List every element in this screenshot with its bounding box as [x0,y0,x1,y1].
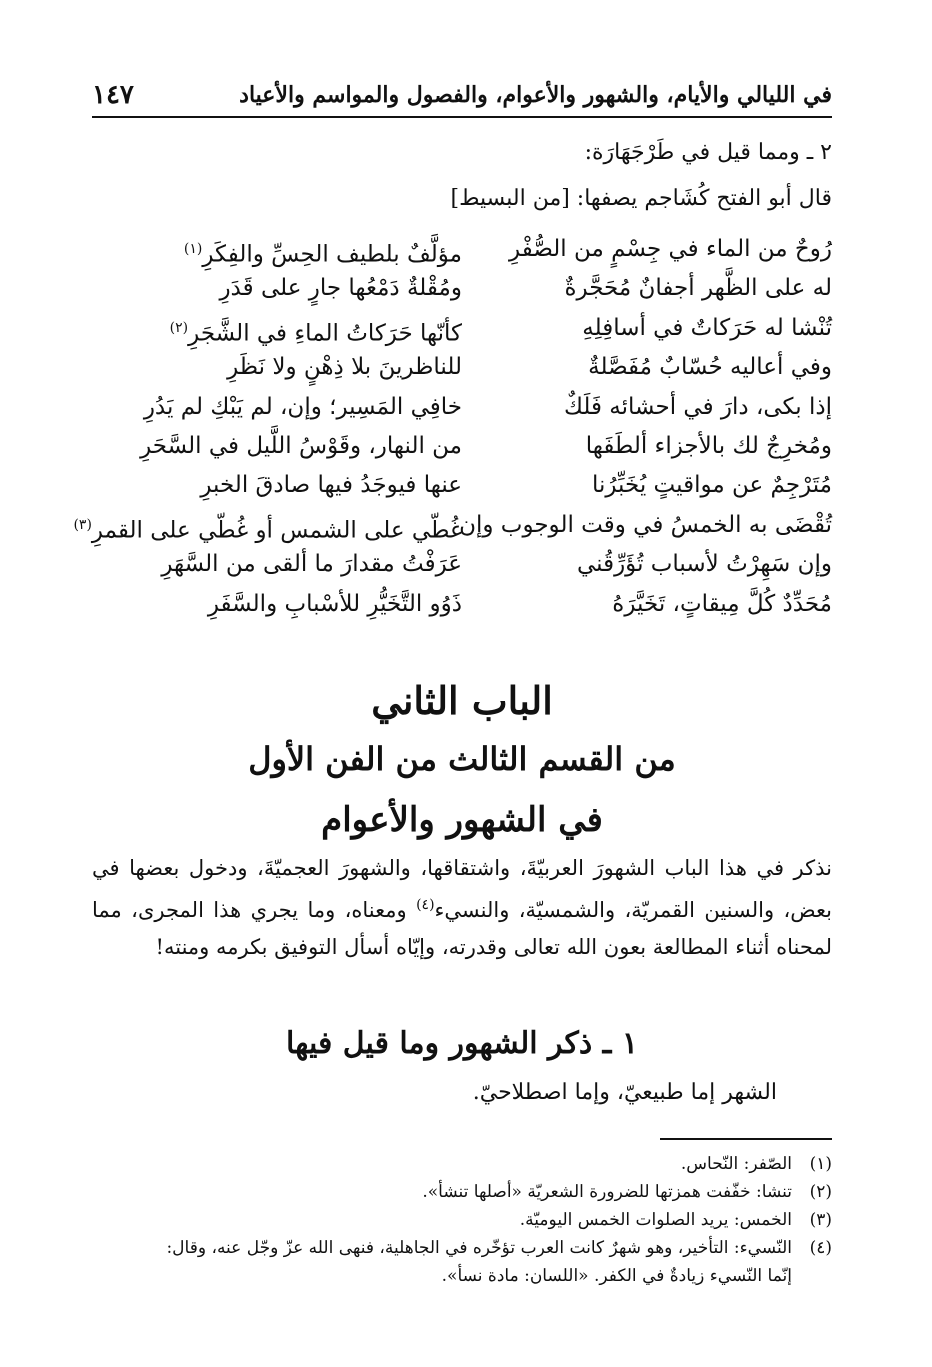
page-number: ١٤٧ [92,80,134,110]
verse-second-text: عنها فيوجَدُ فيها صادقَ الخبرِ [200,472,462,499]
intro-item: ٢ ـ ومما قيل في طَرْجَهَارَة: [584,140,832,165]
footnote-text: النّسيء: التأخير، وهو شهرٌ كانت العرب تؤخّره في الجاهلية، فنهى الله عزّ وجّل عنه، وقال: [166,1238,792,1258]
verse-second-hemistich [92,309,462,353]
verse-first-hemistich: ومُخرِجٌ لك بالأجزاء ألطَفَها [585,432,832,459]
chapter-title: الباب الثاني [371,678,553,723]
verse-first-hemistich: وإن سَهِرْتُ لأسباب تُؤَرِّقُني [576,551,832,578]
section-first-line: الشهر إما طبيعيّ، وإما اصطلاحيّ. [472,1080,777,1105]
verse-second-hemistich [92,585,462,623]
verse-second-text: ومُقْلةٌ دَمْعُها جارٍ على قَدَرِ [219,275,462,302]
footnote-ref: (٢) [169,319,189,336]
verse-second-hemistich [92,269,462,307]
footnote-divider [660,1138,832,1140]
footnote-number: (٢) [809,1182,832,1202]
poem-verse [92,269,832,308]
poem-verse [73,506,832,545]
verse-second-hemistich [92,348,462,386]
footnote [92,1150,832,1178]
poem-verse [92,348,832,387]
intro-paragraph [92,850,832,966]
verse-first-hemistich: وفي أعاليه حُسّابٌ مُفَصَّلةٌ [588,354,832,381]
verse-first-hemistich: إذا بكى، دارَ في أحشائه فَلَكٌ [563,393,832,420]
poem-verse [92,585,832,624]
verse-first-hemistich: تُنْشا له حَرَكاتٌ في أسافِلِهِ [582,314,832,341]
footnote-text: الصّفر: النّحاس. [680,1154,792,1174]
verse-first-hemistich: تُقْضَى به الخمسُ في وقت الوجوب وإن [459,511,832,538]
chapter-subtitle: من القسم الثالث من الفن الأول [248,740,676,778]
footnote-ref: (١) [183,241,203,257]
paragraph-text-a: نذكر في هذا الباب الشهورَ العربيّةَ، واشتقاقها، والشهورَ العجميّةَ، ودخول بعضها في بعض، والسنين القمريّة، والشمسيّة، والنسيء [92,856,832,922]
verse-second-hemistich [92,545,462,583]
footnote-text: الخمس: يريد الصلوات الخمس اليوميّة. [519,1210,792,1230]
verse-second-hemistich [92,427,462,465]
verse-second-text: من النهار، وقَوْسُ اللَّيل في السَّحَرِ [140,432,462,459]
verse-second-text: ذَوُو التَّخَيُّرِ للأسْبابِ والسَّفَرِ [207,590,462,617]
verse-first-hemistich: مُتَرْجِمٌ عن مواقيتٍ يُخَبِّرُنا [591,472,832,499]
footnotes [92,1150,832,1290]
verse-second-text: خافِي المَسِير؛ وإن، لم يَبْكِ لم يَدُرِ [143,393,462,420]
verse-second-hemistich [73,506,462,550]
running-header [92,76,832,118]
poem-verse [92,309,832,348]
footnote-number: (١) [809,1154,832,1174]
footnote [92,1206,832,1234]
verse-second-text: للناظرينَ بلا ذِهْنٍ ولا نَظَرِ [227,354,462,381]
footnote [92,1178,832,1206]
verse-first-hemistich: رُوحٌ من الماء في جِسْمٍ من الصُّفْرِ [509,236,832,262]
verse-second-hemistich [92,230,462,274]
footnote-text: تنشا: خفّفت همزتها للضرورة الشعريّة «أصلها تنشأ». [422,1182,792,1202]
poem-verse [92,388,832,427]
section-title: ١ ـ ذكر الشهور وما قيل فيها [286,1026,638,1061]
verse-second-text: غُطّي على الشمس أو غُطّي على القمرِ [91,517,462,544]
paragraph-text-b: ومعناه، وما يجري هذا المجرى، مما لمحناه أثناء المطالعة بعون الله تعالى وقدرته، وإيّاه أسأل التوفيق بكرمه ومنته! [92,898,832,959]
poem-verse [92,230,832,269]
footnote-number: (٤) [809,1238,832,1258]
chapter-topic: في الشهور والأعوام [321,800,603,840]
poem-verse [92,427,832,466]
verse-second-text: كأنّها حَرَكاتُ الماءِ في الشَّجَرِ [188,320,462,347]
verse-first-hemistich: مُحَدِّدٌ كُلَّ مِيقاتٍ، تَخَيَّرَهُ [612,590,832,617]
verse-second-hemistich [92,466,462,504]
verse-first-hemistich: له على الظَّهر أجفانٌ مُحَجَّرةٌ [564,275,832,302]
footnote-ref: (٣) [73,516,92,533]
verse-second-text: مؤلَّفٌ بلطيف الحِسِّ والفِكَرِ [202,241,462,268]
footnote-ref-4: (٤) [416,897,435,913]
footnote-continuation: إنّما النّسيء زيادةٌ في الكفر. «اللسان: مادة نسأ». [441,1266,792,1286]
verse-second-text: عَرَفْتُ مقدارَ ما ألقى من السَّهَرِ [161,551,462,578]
poem [73,230,832,624]
poem-verse [92,466,832,505]
poem-verse [92,545,832,584]
header-title: في الليالي والأيام، والشهور والأعوام، والفصول والمواسم والأعياد [239,82,832,108]
poem-attribution: قال أبو الفتح كُشَاجم يصفها: [من البسيط] [450,186,832,211]
verse-second-hemistich [92,388,462,426]
footnote [92,1234,832,1262]
footnote-number: (٣) [809,1210,832,1230]
